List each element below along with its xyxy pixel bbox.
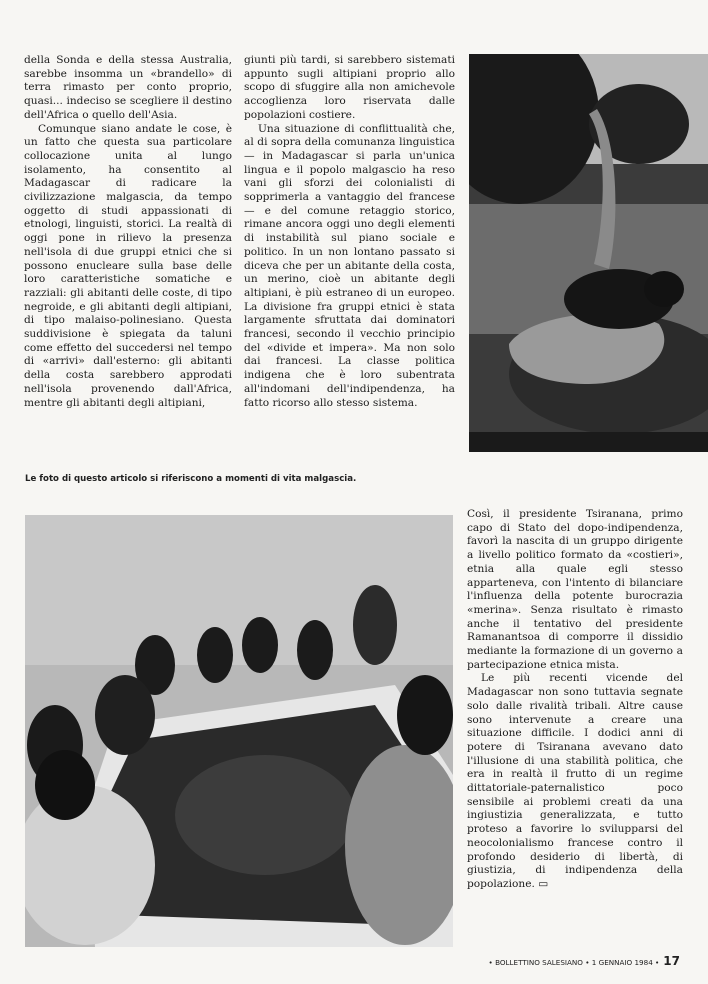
page-footer: [489, 954, 680, 968]
footer-publication: • BOLLETTINO SALESIANO • 1 GENNAIO 1984 •: [488, 958, 660, 967]
photo-children-sorting: [25, 515, 453, 947]
paragraph: della Sonda e della stessa Australia, sarebbe insomma un «brandello» di terra rimasto per conto proprio, quasi... indeciso se scegliere il destino dell'Africa o quello dell'Asia.: [24, 54, 232, 121]
paragraph-text: Le più recenti vicende del Madagascar non sono tuttavia segnate solo dalle rivalità tribali. Altre cause sono intervenute a creare una situazione difficile. I dodici anni di potere di Tsiranana avevano dato l'illusione di una stabilità politica, che era in realtà il frutto di un regime dittatoriale-paternalistico poco sensibile ai problemi creati da una ingiustizia generalizzata, e tutto proteso a favorire lo svilupparsi del neocolonialismo francese contro il profondo desiderio di libertà, di giustizia, di indipendenza della popolazione.: [467, 672, 683, 890]
paragraph: [467, 672, 683, 891]
text-column-3: [467, 508, 683, 892]
photo-caption: Le foto di questo articolo si riferiscono a momenti di vita malgascia.: [25, 474, 357, 484]
paragraph: Così, il presidente Tsiranana, primo capo di Stato del dopo-indipendenza, favorì la nascita di un gruppo dirigente a livello politico formato da «costieri», etnia alla quale egli stesso apparteneva, con l'intento di bilanciare l'influenza della potente burocrazia «merina». Senza risultato è rimasto anche il tentativo del presidente Ramanantsoa di comporre il dissidio mediante la formazione di un governo a partecipazione etnica mista.: [467, 508, 683, 671]
paragraph: giunti più tardi, si sarebbero sistemati appunto sugli altipiani proprio allo scopo di sfuggire alla non amichevole accoglienza loro riservata dalle popolazioni costiere.: [244, 54, 455, 121]
photo-lemur: [469, 54, 708, 452]
page-number: 17: [663, 954, 680, 968]
text-column-2: [244, 54, 455, 410]
paragraph: Una situazione di conflittualità che, al di sopra della comunanza linguistica — in Madagascar si parla un'unica lingua e il popolo malgascio ha reso vani gli sforzi dei colonialisti di sopprimerla a vantaggio del francese — e del comune retaggio storico, rimane ancora oggi uno degli elementi di instabilità sul piano sociale e politico. In un non lontano passato si diceva che per un abitante della costa, un merino, cioè un abitante degli altipiani, è più estraneo di un europeo. La divisione fra gruppi etnici è stata largamente sfruttata dai dominatori francesi, secondo il vecchio principio del «divide et impera». Ma non solo dai francesi. La classe politica indigena che è loro subentrata all'indomani dell'indipendenza, ha fatto ricorso allo stesso sistema.: [244, 122, 455, 409]
text-column-1: [24, 54, 232, 410]
end-mark: ▭: [538, 877, 549, 890]
paragraph: Comunque siano andate le cose, è un fatto che questa sua particolare collocazione unita al lungo isolamento, ha consentito al Madagascar di radicare la civilizzazione malgascia, da tempo oggetto di studi appassionati di etnologi, linguisti, storici. La realtà di oggi pone in rilievo la presenza nell'isola di due gruppi etnici che si possono enucleare sulla base delle loro caratteristiche somatiche e razziali: gli abitanti delle coste, di tipo negroide, e gli abitanti degli altipiani, di tipo malaiso-polinesiano. Questa suddivisione è spiegata da taluni come effetto del succedersi nel tempo di «arrivi» dall'esterno: gli abitanti della costa sarebbero approdati nell'isola provenendo dall'Africa, mentre gli abitanti degli altipiani,: [24, 122, 232, 409]
